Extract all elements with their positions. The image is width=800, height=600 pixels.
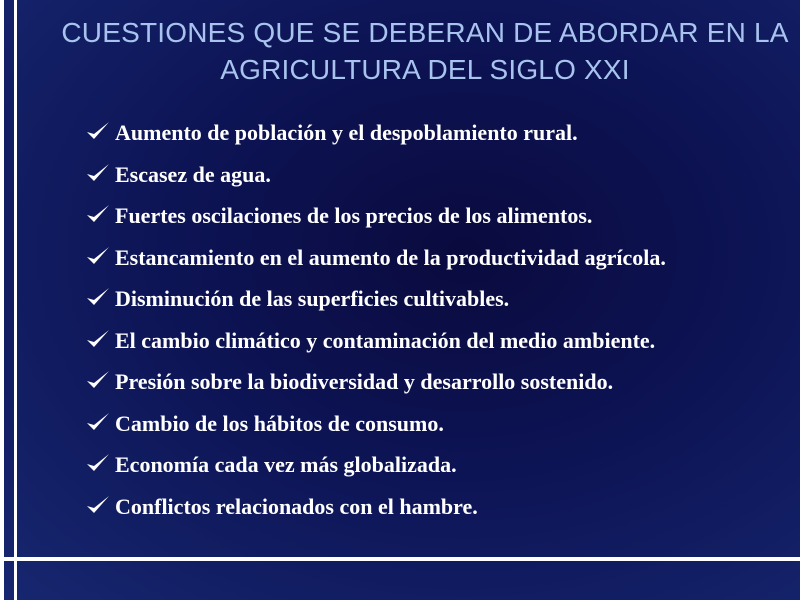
checkmark-icon [85,361,115,403]
left-border-line-inner [14,0,17,600]
bullet-text: Fuertes oscilaciones de los precios de los alimentos. [115,203,593,228]
bullet-item [60,444,780,486]
bullet-text: Escasez de agua. [115,161,271,187]
bullet-text: Presión sobre la biodiversidad y desarrollo sostenido. [115,369,614,394]
checkmark-icon [85,237,115,279]
bullet-item [60,320,780,362]
bullet-item [60,154,780,196]
bullet-item [60,403,780,445]
bullet-text: Disminución de las superficies cultivables. [115,286,510,311]
bullet-item [60,237,780,279]
checkmark-icon [85,444,115,486]
bullet-item [60,112,780,154]
bullet-text: Aumento de población y el despoblamiento rural. [115,120,578,145]
checkmark-icon [85,320,115,362]
checkmark-icon [85,195,115,237]
bullet-text: Cambio de los hábitos de consumo. [115,410,444,436]
bullet-text: Economía cada vez más globalizada. [115,452,457,477]
bullet-item [60,195,780,237]
checkmark-icon [85,154,115,196]
bullet-item [60,486,780,528]
slide-title: CUESTIONES QUE SE DEBERAN DE ABORDAR EN LA AGRICULTURA DEL SIGLO XXI [61,17,789,85]
bullet-text: Conflictos relacionados con el hambre. [115,493,478,519]
bullet-text: Estancamiento en el aumento de la productividad agrícola. [115,244,666,270]
checkmark-icon [85,486,115,528]
bottom-border-line [0,557,800,561]
bullet-item [60,361,780,403]
bullet-text: El cambio climático y contaminación del medio ambiente. [115,327,656,353]
checkmark-icon [85,403,115,445]
left-border-line [0,0,4,600]
checkmark-icon [85,278,115,320]
bullet-list [60,112,780,527]
bullet-item [60,278,780,320]
checkmark-icon [85,112,115,154]
